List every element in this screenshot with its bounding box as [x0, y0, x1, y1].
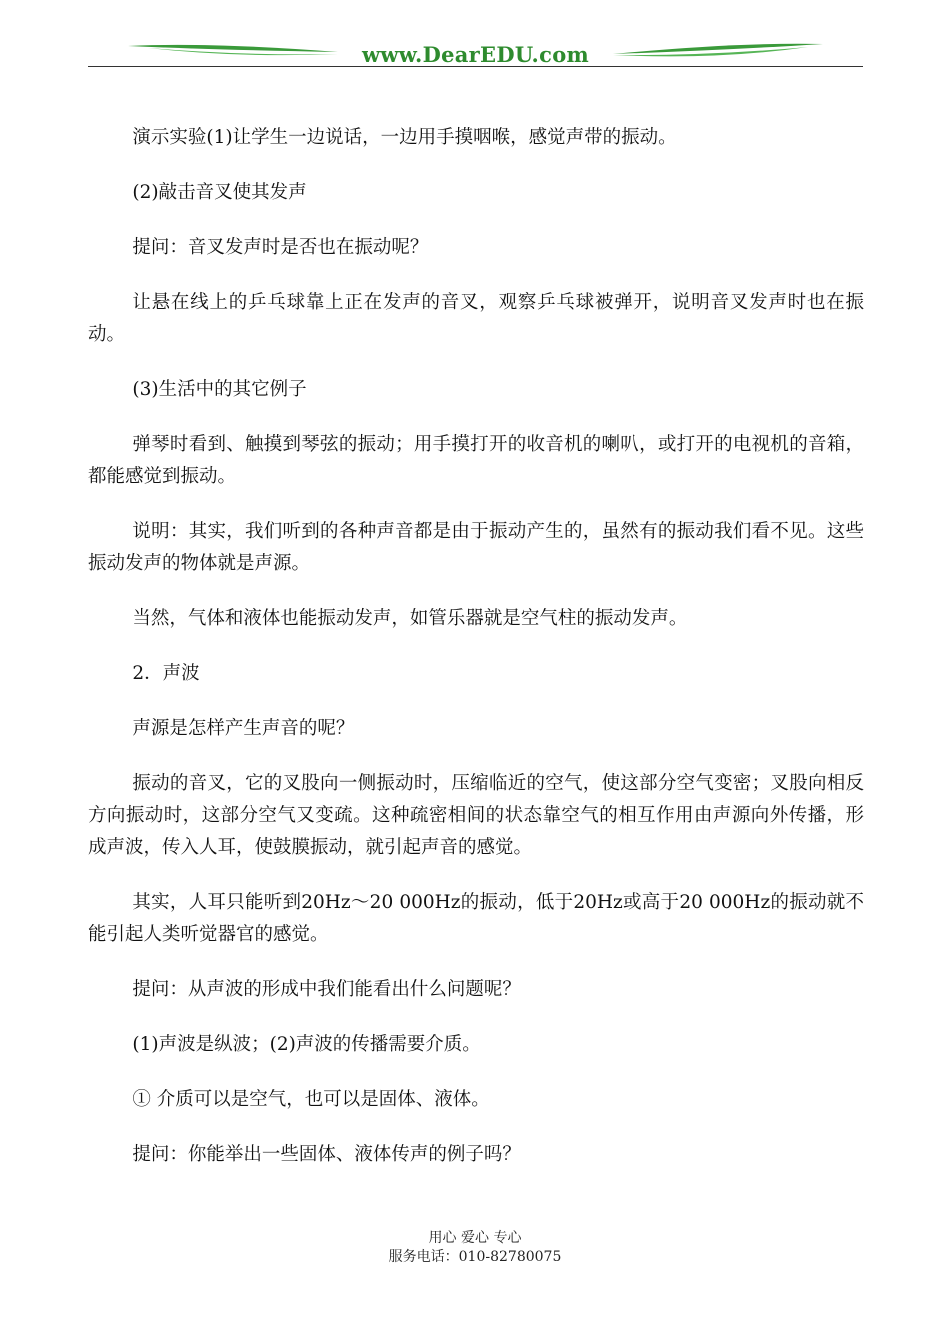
paragraph: 提问：你能举出一些固体、液体传声的例子吗？	[132, 1144, 521, 1165]
paragraph: 其实，人耳只能听到20Hz～20 000Hz的振动，低于20Hz或高于20 000Hz的振动就不能引起人类听觉器官的感觉。	[88, 892, 864, 945]
paragraph: 让悬在线上的乒乓球靠上正在发声的音叉，观察乒乓球被弹开，说明音叉发声时也在振动。	[88, 292, 864, 345]
section-heading: 2．声波	[132, 663, 200, 684]
paragraph: 提问：音叉发声时是否也在振动呢？	[132, 237, 429, 258]
paragraph: 声源是怎样产生声音的呢？	[132, 718, 355, 739]
paragraph: 当然，气体和液体也能振动发声，如管乐器就是空气柱的振动发声。	[132, 608, 688, 629]
paragraph: 振动的音叉，它的叉股向一侧振动时，压缩临近的空气，使这部分空气变密；叉股向相反方向振动时，这部分空气又变疏。这种疏密相间的状态靠空气的相互作用由声源向外传播，形成声波，传入人耳，使鼓膜振动，就引起声音的感觉。	[88, 773, 864, 858]
header-divider	[88, 66, 863, 67]
paragraph: (3)生活中的其它例子	[132, 379, 307, 400]
paragraph: 演示实验(1)让学生一边说话，一边用手摸咽喉，感觉声带的振动。	[132, 127, 677, 148]
paragraph: 说明：其实，我们听到的各种声音都是由于振动产生的，虽然有的振动我们看不见。这些振动发声的物体就是声源。	[88, 521, 864, 574]
footer-slogan: 用心 爱心 专心	[428, 1230, 522, 1246]
page-footer	[0, 1229, 950, 1267]
paragraph: (2)敲击音叉使其发声	[132, 182, 307, 203]
document-body	[88, 122, 864, 1194]
paragraph: 弹琴时看到、触摸到琴弦的振动；用手摸打开的收音机的喇叭，或打开的电视机的音箱，都能感觉到振动。	[88, 434, 864, 487]
paragraph: 提问：从声波的形成中我们能看出什么问题呢？	[132, 979, 521, 1000]
paragraph: (1)声波是纵波；(2)声波的传播需要介质。	[132, 1034, 481, 1055]
footer-phone: 服务电话：010-82780075	[388, 1249, 562, 1265]
site-logo: www.DearEDU.com	[361, 42, 590, 67]
paragraph: ① 介质可以是空气，也可以是固体、液体。	[132, 1089, 490, 1110]
